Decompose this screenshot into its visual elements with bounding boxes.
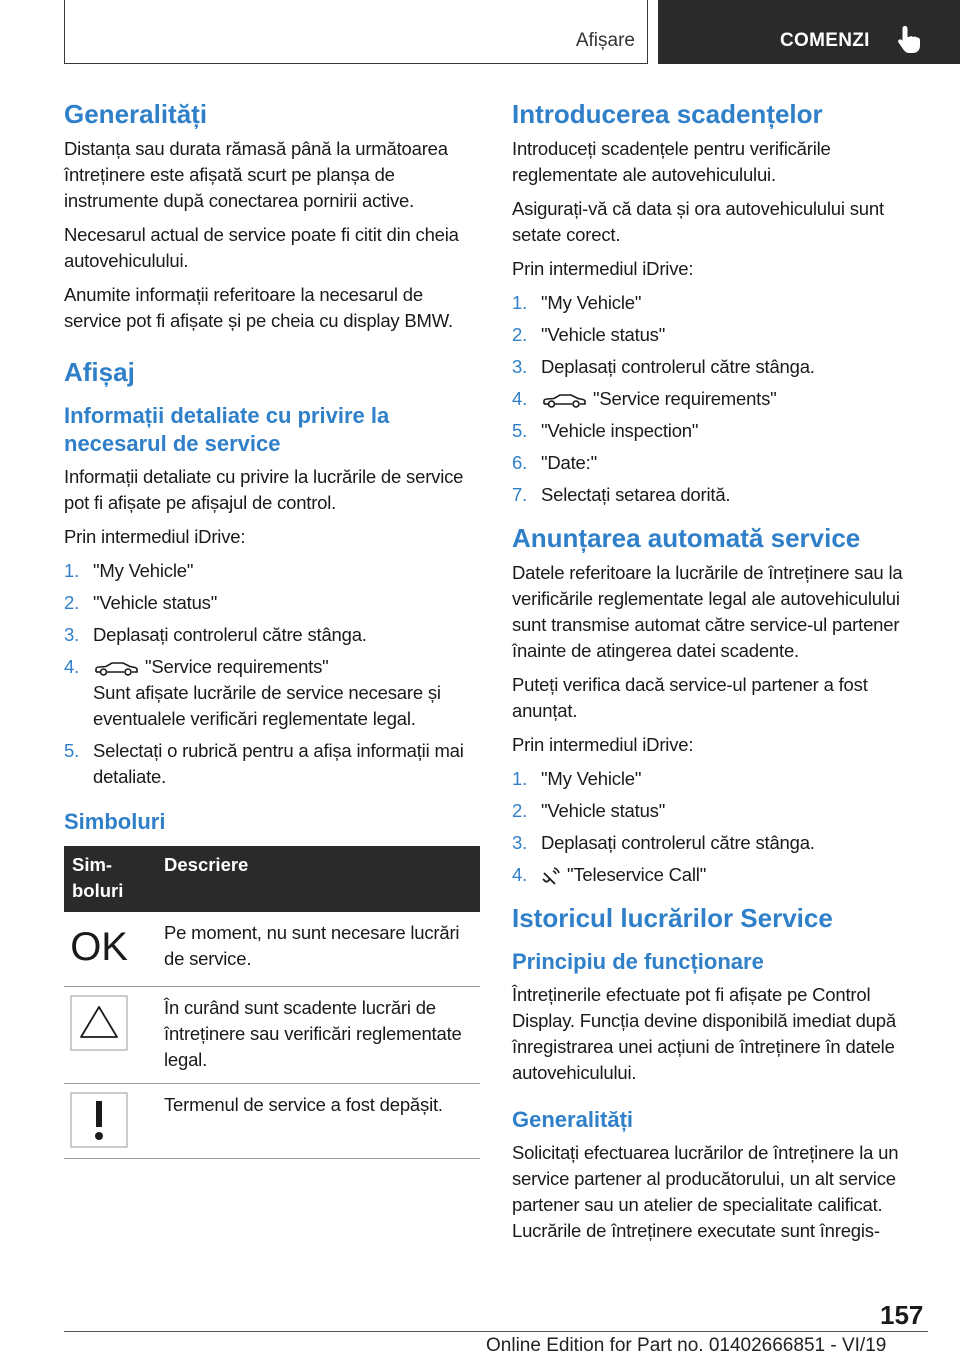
pointing-hand-icon [896, 24, 922, 54]
list-item [512, 482, 932, 508]
table-row [64, 912, 480, 987]
step-number: 2. [64, 592, 80, 613]
heading-afisaj: Afișaj [64, 357, 135, 387]
paragraph: Prin intermediul iDrive: [512, 258, 694, 279]
list-item [64, 738, 482, 790]
step-number: 3. [64, 624, 80, 645]
step-text: "Date:" [541, 452, 597, 473]
step-number: 1. [512, 768, 528, 789]
step-text: Selectați o rubrică pentru a afișa informații mai detaliate. [93, 740, 464, 787]
left-column [64, 98, 482, 1159]
step-text: "Service requirements" [593, 388, 777, 409]
heading-introducerea-scadentelor: Introducerea scadențelor [512, 99, 823, 129]
step-subtext: Sunt afișate lucrările de service necesare și eventualele verificări reglementate legal. [93, 682, 441, 729]
header-section-tab [64, 0, 648, 64]
step-number: 6. [512, 452, 528, 473]
list-item [512, 290, 932, 316]
heading-istoricul-lucrarilor: Istoricul lucrărilor Service [512, 903, 833, 933]
step-text: Deplasați controlerul către stânga. [541, 832, 815, 853]
step-text: Selectați setarea dorită. [541, 484, 731, 505]
car-service-icon [541, 392, 587, 408]
header-controls-label: COMENZI [780, 30, 870, 51]
paragraph: Prin intermediul iDrive: [512, 734, 694, 755]
step-text: Deplasați controlerul către stânga. [93, 624, 367, 645]
column-header-description: Descriere [156, 846, 480, 912]
exclamation-icon [70, 1092, 128, 1148]
paragraph: Solicitați efectuarea lucrărilor de întreținere la un service partener al producătorului, un alt service partener sau un atelier de specialitate calificat. Lucrările de întreținere executate sunt înregis- [512, 1142, 899, 1241]
list-item [512, 830, 932, 856]
step-number: 1. [64, 560, 80, 581]
step-text: "Service requirements" [145, 656, 329, 677]
paragraph: Puteți verifica dacă service-ul partener a fost anunțat. [512, 674, 868, 721]
step-text: Deplasați controlerul către stânga. [541, 356, 815, 377]
paragraph: Introduceți scadențele pentru verificările reglementate ale autovehiculului. [512, 138, 831, 185]
paragraph: Asigurați-vă că data și ora autovehiculului sunt setate corect. [512, 198, 884, 245]
paragraph: Întreținerile efectuate pot fi afișate pe Control Display. Funcția devine disponibilă imediat după înregistrarea unei acțiuni de întreținere în datele autovehiculului. [512, 984, 896, 1083]
step-number: 3. [512, 832, 528, 853]
step-text: "Vehicle status" [93, 592, 218, 613]
paragraph: Distanța sau durata rămasă până la următoarea întreținere este afișată scurt pe planșa de instrumente după conectarea pornirii active. [64, 138, 448, 211]
paragraph: Necesarul actual de service poate fi citit din cheia autovehiculului. [64, 224, 459, 271]
step-number: 7. [512, 484, 528, 505]
list-item [512, 322, 932, 348]
heading-informatii-detaliate: Informații detaliate cu privire la necesarul de service [64, 403, 390, 456]
heading-anuntarea-automata: Anunțarea automată service [512, 523, 861, 553]
list-item [64, 622, 482, 648]
step-text: "Vehicle status" [541, 800, 666, 821]
step-number: 2. [512, 324, 528, 345]
steps-list [64, 558, 482, 790]
symbols-table [64, 846, 480, 1159]
list-item [512, 862, 932, 888]
step-number: 2. [512, 800, 528, 821]
table-header-row [64, 846, 480, 912]
step-text: "Vehicle inspection" [541, 420, 699, 441]
heading-generalitati-2: Generalități [512, 1107, 634, 1132]
list-item [512, 354, 932, 380]
list-item [64, 654, 482, 732]
column-header-symbols: Sim-boluri [64, 846, 156, 912]
symbol-description: Pe moment, nu sunt necesare lucrări de service. [156, 912, 480, 987]
list-item [512, 386, 932, 412]
paragraph: Prin intermediul iDrive: [64, 526, 246, 547]
list-item [512, 766, 932, 792]
footer-divider [64, 1331, 928, 1332]
symbol-description: Termenul de service a fost depășit. [156, 1084, 480, 1159]
step-text: "Teleservice Call" [567, 864, 707, 885]
list-item [64, 590, 482, 616]
step-text: "Vehicle status" [541, 324, 666, 345]
ok-symbol-icon [70, 920, 128, 976]
paragraph: Informații detaliate cu privire la lucrările de service pot fi afișate pe afișajul de control. [64, 466, 464, 513]
ok-symbol-text: OK [70, 925, 128, 969]
heading-generalitati: Generalități [64, 99, 208, 129]
step-number: 5. [512, 420, 528, 441]
step-number: 5. [64, 740, 80, 761]
step-text: "My Vehicle" [541, 768, 642, 789]
step-number: 4. [64, 656, 80, 677]
table-row [64, 1084, 480, 1159]
step-number: 4. [512, 388, 528, 409]
list-item [512, 798, 932, 824]
heading-principiu-functionare: Principiu de funcționare [512, 949, 764, 974]
footer-edition-text: Online Edition for Part no. 01402666851 - VI/19 [486, 1335, 887, 1356]
list-item [512, 418, 932, 444]
teleservice-icon [541, 867, 561, 885]
table-row [64, 987, 480, 1084]
warning-triangle-icon [70, 995, 128, 1051]
step-number: 4. [512, 864, 528, 885]
step-number: 3. [512, 356, 528, 377]
steps-list [512, 766, 932, 888]
list-item [512, 450, 932, 476]
step-text: "My Vehicle" [93, 560, 194, 581]
heading-simboluri: Simboluri [64, 809, 166, 834]
symbol-description: În curând sunt scadente lucrări de întreținere sau verificări reglementate legal. [156, 987, 480, 1084]
list-item [64, 558, 482, 584]
page-number: 157 [880, 1300, 924, 1330]
paragraph: Anumite informații referitoare la necesarul de service pot fi afișate și pe cheia cu display BMW. [64, 284, 453, 331]
step-text: "My Vehicle" [541, 292, 642, 313]
right-column [512, 98, 932, 1252]
car-service-icon [93, 660, 139, 676]
paragraph: Datele referitoare la lucrările de întreținere sau la verificările reglementate legal ale autovehiculului sunt transmise automat către service-ul partener înainte de atingerea datei scadente. [512, 562, 903, 661]
header-controls-tab[interactable] [658, 0, 960, 64]
header-section-label: Afișare [575, 30, 635, 51]
steps-list [512, 290, 932, 508]
step-number: 1. [512, 292, 528, 313]
